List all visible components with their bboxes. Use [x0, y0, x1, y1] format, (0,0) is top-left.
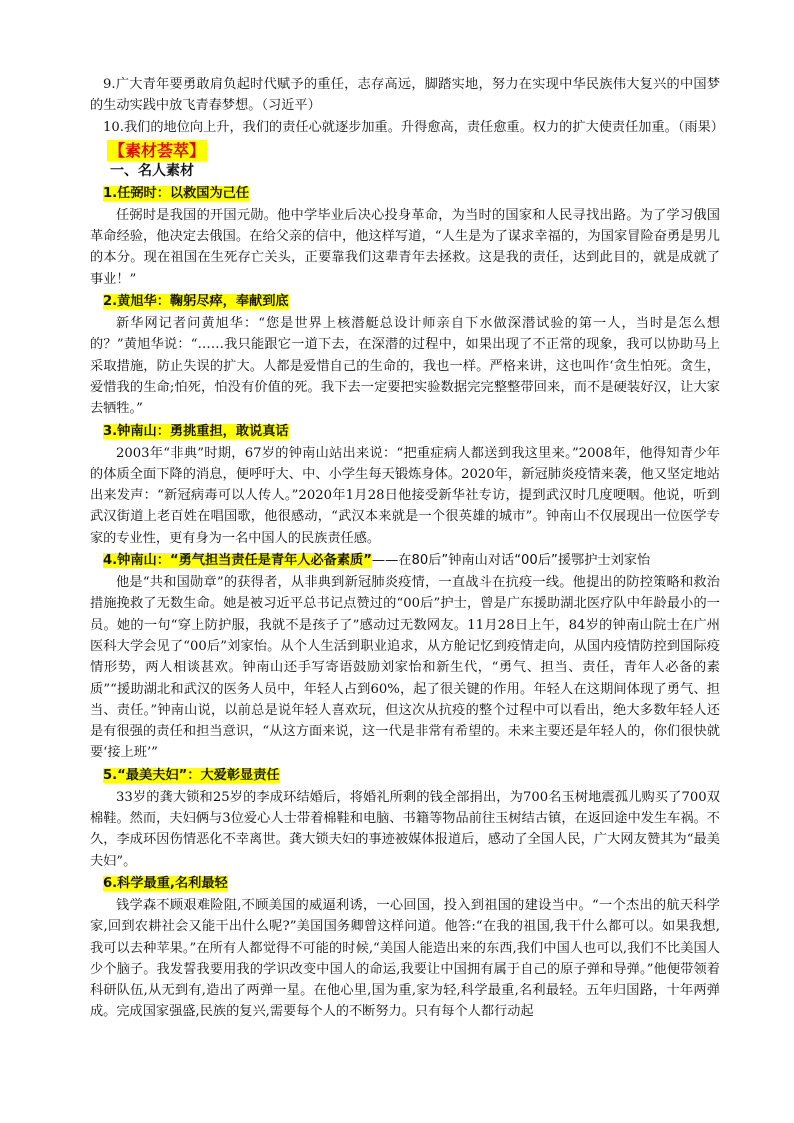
document-page: [90, 74, 724, 1023]
item-2-body: 新华网记者问黄旭华：“您是世界上核潜艇总设计师亲自下水做深潜试验的第一人，当时是怎么想的？”黄旭华说：“……我只能跟它一道下去，在深潜的过程中，如果出现了不正常的现象，我可以协助马上采取措施，防止失误的扩大。人都是爱惜自己的生命的，我也一样。严格来讲，这也叫作‘贪生怕死。贪生，爱惜我的生命;怕死，怕没有价值的死。我下去一定要把实验数据完完整整带回来，而不是硬装好汉，让大家去牺牲。”: [90, 316, 720, 417]
item-6-title: 6.科学最重,名利最轻: [103, 875, 228, 891]
item-4-body: 他是“共和国勋章”的获得者，从非典到新冠肺炎疫情，一直战斗在抗疫一线。他提出的防控策略和救治措施挽救了无数生命。她是被习近平总书记点赞过的“00后”护士，曾是广东援助湖北医疗队中年龄最小的一员。她的一句“穿上防护服，我就不是孩子了”感动过无数网友。11月28日上午，84岁的钟南山院士在广州医科大学会见了“00后”刘家怡。从个人生活到职业追求，从方舱记忆到疫情走向，从国内疫情防控到国际疫情形势，两人相谈甚欢。钟南山还手写寄语鼓励刘家怡和新生代，“勇气、担当、责任，青年人必备的素质”“援助湖北和武汉的医务人员中，年轻人占到60%，起了很关键的作用。年轻人在这期间体现了勇气、担当、责任。”钟南山说，以前总是说年轻人喜欢玩，但这次从抗疫的整个过程中可以看出，绝大多数年轻人还是有很强的责任和担当意识，“从这方面来说，这一代是非常有希望的。未来主要还是年轻人的，你们很快就要‘接上班’”: [90, 575, 720, 761]
item-4-title-tail: ——在80后”钟南山对话“00后”援鄂护士刘家怡: [371, 553, 651, 569]
item-1-title: 1.任弼时：以救国为己任: [103, 185, 250, 201]
item-1-body: 任弼时是我国的开国元勋。他中学毕业后决心投身革命，为当时的国家和人民寻找出路。为了学习俄国革命经验，他决定去俄国。在给父亲的信中，他这样写道，“人生是为了谋求幸福的，为国家冒险奋勇是男儿的本分。现在祖国在生死存亡关头，正要靠我们这辈青年去拯救。这是我的责任，达到此目的，就是成就了事业！”: [90, 207, 720, 287]
item-5-body: 33岁的龚大锁和25岁的李成环结婚后，将婚礼所剩的钱全部捐出，为700名玉树地震孤儿购买了700双棉鞋。然而，夫妇俩与3位爱心人士带着棉鞋和电脑、书籍等物品前往玉树结古镇，在返回途中发生车祸。不久，李成环因伤情恶化不幸离世。龚大锁夫妇的事迹被媒体报道后，感动了全国人民，广大网友赞其为“最美夫妇”。: [90, 789, 720, 869]
section-title: 一、名人素材: [110, 162, 194, 179]
item-2-title: 2.黄旭华：鞠躬尽瘁，奉献到底: [103, 294, 289, 310]
item-6-body: 钱学森不顾艰难险阻,不顾美国的威逼利诱，一心回国，投入到祖国的建设当中。“一个杰出的航天科学家,回到农耕社会又能干出什么呢?”美国国务卿曾这样问道。他答:“在我的祖国,我干什么都可以。如果我想,我可以去种苹果。”在所有人都觉得不可能的时候,“美国人能造出来的东西,我们中国人也可以,我们不比美国人少个脑子。我发誓我要用我的学识改变中国人的命运,我要让中国拥有属于自己的原子弹和导弹。”他便带领着科研队伍,从无到有,造出了两弹一星。在他心里,国为重,家为轻,科学最重,名利最轻。五年归国路，十年两弹成。完成国家强盛,民族的复兴,需要每个人的不断努力。只有每个人都行动起: [90, 897, 720, 1020]
item-5-title: 5.“最美夫妇”：大爱彰显责任: [103, 767, 280, 783]
materials-banner: 【素材荟萃】: [109, 140, 206, 160]
item-3-title: 3.钟南山：勇挑重担，敢说真话: [103, 423, 289, 439]
quote-10: 10.我们的地位向上升，我们的责任心就逐步加重。升得愈高，责任愈重。权力的扩大使责任加重。（雨果）: [103, 119, 724, 135]
item-4-title: 4.钟南山：“勇气担当责任是青年人必备素质”——在80后”钟南山对话“00后”援鄂护士刘家怡: [103, 553, 651, 569]
item-3-body: 2003年“非典”时期，67岁的钟南山站出来说：“把重症病人都送到我这里来。”2008年，他得知青少年的体质全面下降的消息，便呼吁大、中、小学生每天锻炼身体。2020年，新冠肺炎疫情来袭，他又坚定地站出来发声：“新冠病毒可以人传人。”2020年1月28日他接受新华社专访，提到武汉时几度哽咽。他说，听到武汉街道上老百姓在唱国歌，他很感动，“武汉本来就是一个很英雄的城市”。钟南山不仅展现出一位医学专家的专业性，更有身为一名中国人的民族责任感。: [90, 445, 720, 546]
quote-9: 9.广大青年要勇敢肩负起时代赋予的重任，志存高远，脚踏实地，努力在实现中华民族伟大复兴的中国梦的生动实践中放飞青春梦想。（习近平）: [90, 77, 720, 114]
